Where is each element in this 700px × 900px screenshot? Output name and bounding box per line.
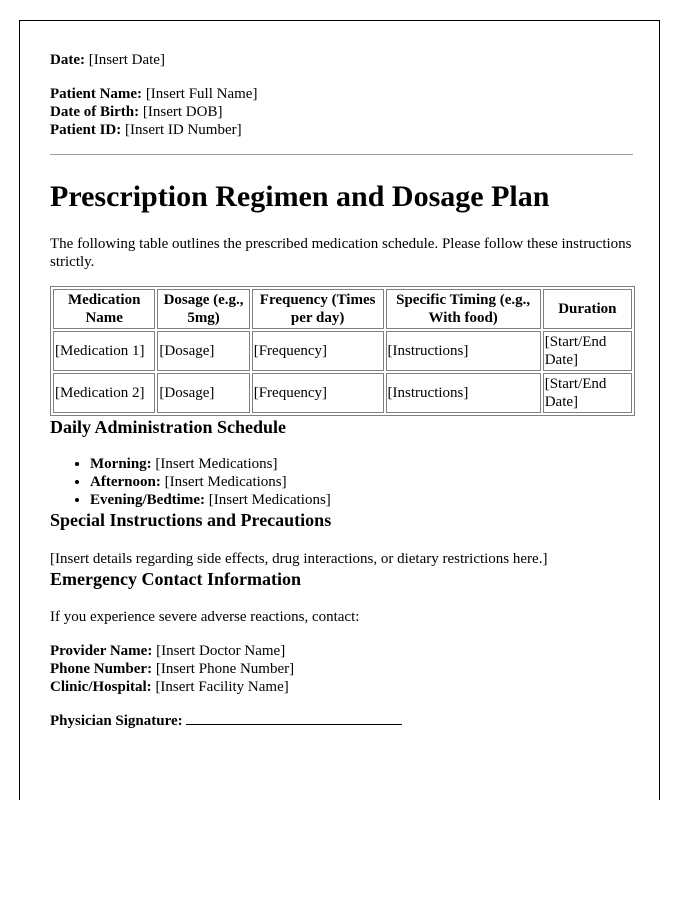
header-duration: Duration: [543, 289, 632, 329]
document-content: [50, 21, 633, 730]
cell-dosage: [Dosage]: [157, 331, 249, 371]
header-frequency: Frequency (Times per day): [252, 289, 384, 329]
patient-name-label: Patient Name:: [50, 86, 143, 102]
phone-field: [50, 660, 633, 678]
special-instructions-heading: Special Instructions and Precautions: [50, 510, 332, 530]
header-specific-timing: Specific Timing (e.g., With food): [386, 289, 541, 329]
cell-medication-name: [Medication 1]: [53, 331, 155, 371]
date-label: Date:: [50, 52, 85, 68]
patient-name-value: [Insert Full Name]: [145, 86, 258, 102]
schedule-morning-value: [Insert Medications]: [155, 456, 278, 472]
dob-value: [Insert DOB]: [142, 104, 223, 120]
cell-duration: [Start/End Date]: [543, 373, 632, 413]
emergency-contact-heading: Emergency Contact Information: [50, 569, 301, 589]
schedule-evening-value: [Insert Medications]: [208, 492, 331, 508]
regimen-table: [50, 286, 635, 416]
list-item: [90, 473, 633, 491]
signature-field: [50, 712, 633, 730]
cell-duration: [Start/End Date]: [543, 331, 632, 371]
date-field: [50, 51, 633, 69]
table-row: [53, 331, 632, 371]
schedule-afternoon-label: Afternoon:: [90, 474, 161, 490]
document-page: [19, 20, 660, 800]
signature-label: Physician Signature:: [50, 713, 183, 729]
schedule-evening-label: Evening/Bedtime:: [90, 492, 205, 508]
header-medication-name: Medication Name: [53, 289, 155, 329]
cell-dosage: [Dosage]: [157, 373, 249, 413]
dob-label: Date of Birth:: [50, 104, 140, 120]
list-item: [90, 491, 633, 509]
table-header-row: [53, 289, 632, 329]
special-instructions-text: [Insert details regarding side effects, drug interactions, or dietary restrictions here.]: [50, 551, 548, 567]
contact-block: [50, 642, 633, 696]
table-row: [53, 373, 632, 413]
schedule-afternoon-value: [Insert Medications]: [164, 474, 287, 490]
provider-field: [50, 642, 633, 660]
clinic-label: Clinic/Hospital:: [50, 679, 152, 695]
cell-frequency: [Frequency]: [252, 373, 384, 413]
emergency-intro-text: If you experience severe adverse reactions, contact:: [50, 609, 360, 625]
clinic-field: [50, 678, 633, 696]
dob-field: [50, 103, 633, 121]
patient-id-field: [50, 121, 633, 139]
cell-frequency: [Frequency]: [252, 331, 384, 371]
phone-value: [Insert Phone Number]: [155, 661, 295, 677]
divider: [50, 154, 633, 155]
list-item: [90, 455, 633, 473]
patient-id-label: Patient ID:: [50, 122, 122, 138]
phone-label: Phone Number:: [50, 661, 153, 677]
patient-name-field: [50, 85, 633, 103]
cell-medication-name: [Medication 2]: [53, 373, 155, 413]
cell-timing: [Instructions]: [386, 373, 541, 413]
clinic-value: [Insert Facility Name]: [155, 679, 289, 695]
schedule-heading: Daily Administration Schedule: [50, 417, 287, 437]
provider-value: [Insert Doctor Name]: [156, 643, 286, 659]
schedule-list: [50, 455, 633, 509]
date-block: [50, 51, 633, 69]
header-dosage: Dosage (e.g., 5mg): [157, 289, 249, 329]
date-value: [Insert Date]: [88, 52, 165, 68]
signature-line: [186, 712, 402, 725]
intro-text: The following table outlines the prescribed medication schedule. Please follow these instructions strictly.: [50, 236, 632, 270]
provider-label: Provider Name:: [50, 643, 153, 659]
page-title: Prescription Regimen and Dosage Plan: [50, 180, 550, 213]
patient-info-block: [50, 85, 633, 139]
schedule-morning-label: Morning:: [90, 456, 152, 472]
patient-id-value: [Insert ID Number]: [125, 122, 242, 138]
cell-timing: [Instructions]: [386, 331, 541, 371]
